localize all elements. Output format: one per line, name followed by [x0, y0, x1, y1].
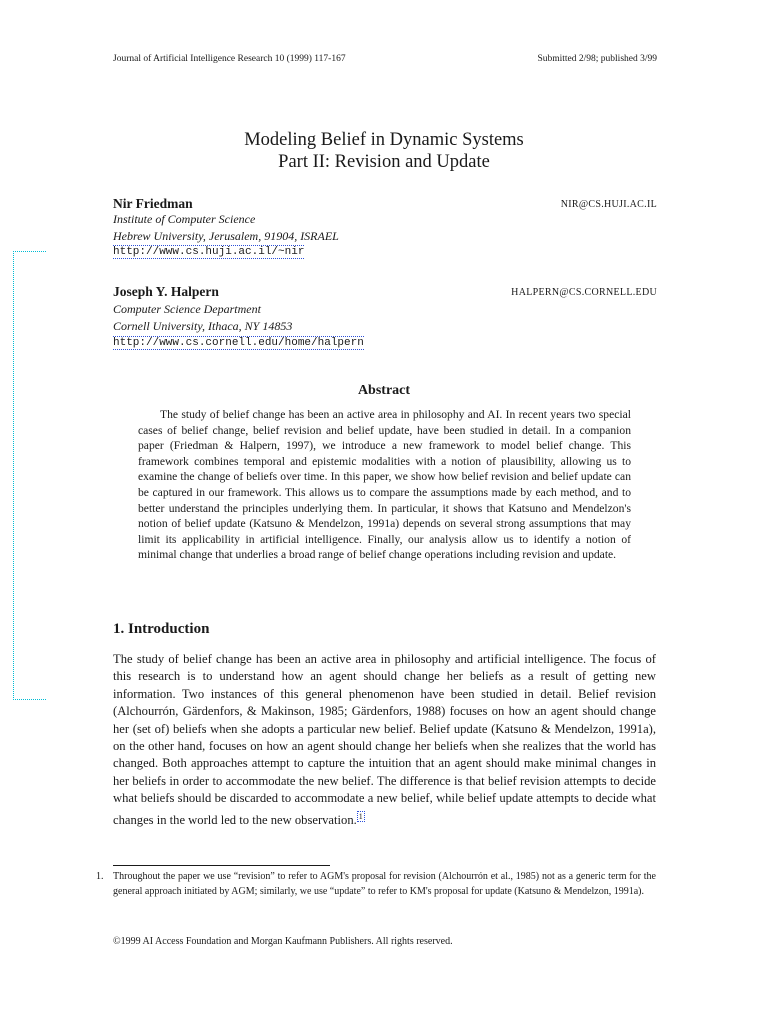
introduction-body: [113, 651, 656, 829]
footnote-text: Throughout the paper we use “revision” to refer to AGM's proposal for revision (Alchourrón et al., 1985) not as a generic term for the general approach initiated by AGM; similarly, we use “update” to refer to KM's proposal for update (Katsuno & Mendelzon, 1991a).: [113, 871, 656, 897]
author-affiliation-1b: Hebrew University, Jerusalem, 91904, ISRAEL: [113, 229, 339, 243]
author-url-2[interactable]: [113, 336, 364, 350]
author-email-2[interactable]: HALPERN@CS.CORNELL.EDU: [511, 287, 657, 298]
margin-frame: [13, 251, 46, 700]
author-name-1: Nir Friedman: [113, 196, 193, 211]
journal-header: Journal of Artificial Intelligence Research 10 (1999) 117-167: [113, 54, 346, 64]
introduction-text: The study of belief change has been an active area in philosophy and artificial intelligence. The focus of this research is to understand how an agent should change her beliefs as a result of getting new information. Two instances of this general phenomenon have been studied in detail. Belief revision (Alchourrón, Gärdenfors, & Makinson, 1985; Gärdenfors, 1988) focuses on how an agent should change her (set of) beliefs when she adopts a particular new belief. Belief update (Katsuno & Mendelzon, 1991a), on the other hand, focuses on how an agent should change her beliefs when she realizes that the world has changed. Both approaches attempt to capture the intuition that an agent should make minimal changes in her beliefs in order to accommodate the new belief. The difference is that belief revision attempts to decide what beliefs should be discarded to accommodate a new belief, while belief update attempts to decide what changes in the world led to the new observation.: [113, 652, 656, 827]
footnote-mark: 1.: [96, 871, 104, 882]
abstract-heading: Abstract: [357, 383, 411, 398]
author-name-2: Joseph Y. Halpern: [113, 284, 219, 299]
paper-title-line2: Part II: Revision and Update: [278, 152, 490, 172]
author-url-1-link[interactable]: http://www.cs.huji.ac.il/~nir: [113, 246, 305, 258]
author-affiliation-1a: Institute of Computer Science: [113, 212, 256, 226]
author-url-1[interactable]: [113, 245, 304, 259]
submission-dates: Submitted 2/98; published 3/99: [537, 54, 657, 64]
copyright-notice: ©1999 AI Access Foundation and Morgan Kaufmann Publishers. All rights reserved.: [113, 936, 453, 947]
author-email-1[interactable]: NIR@CS.HUJI.AC.IL: [560, 199, 657, 210]
author-url-2-link[interactable]: http://www.cs.cornell.edu/home/halpern: [113, 337, 364, 349]
introduction-paragraph: [113, 651, 656, 829]
author-affiliation-2a: Computer Science Department: [113, 302, 261, 316]
section-heading-introduction: 1. Introduction: [113, 621, 210, 637]
footnote-1: [96, 870, 656, 899]
abstract-text: The study of belief change has been an active area in philosophy and AI. In recent years two special cases of belief change, belief revision and belief update, have been studied in detail. In a companion paper (Friedman & Halpern, 1997), we introduce a new framework to model belief change. This framework combines temporal and epistemic modalities with a notion of plausibility, allowing us to examine the change of beliefs over time. In this paper, we show how belief revision and belief update can be captured in our framework. This allows us to compare the assumptions made by each method, and to better understand the principles underlying them. In particular, it shows that Katsuno and Mendelzon's notion of belief update (Katsuno & Mendelzon, 1991a) depends on several strong assumptions that may limit its applicability in artificial intelligence. Finally, our analysis allow us to identify a notion of minimal change that underlies a broad range of belief change operations including revision and update.: [138, 408, 631, 562]
footnote-ref-1[interactable]: 1: [358, 811, 363, 821]
paper-title-line1: Modeling Belief in Dynamic Systems: [244, 130, 524, 150]
author-affiliation-2b: Cornell University, Ithaca, NY 14853: [113, 319, 293, 333]
footnote-rule: [113, 865, 330, 866]
abstract-body: [138, 407, 631, 563]
